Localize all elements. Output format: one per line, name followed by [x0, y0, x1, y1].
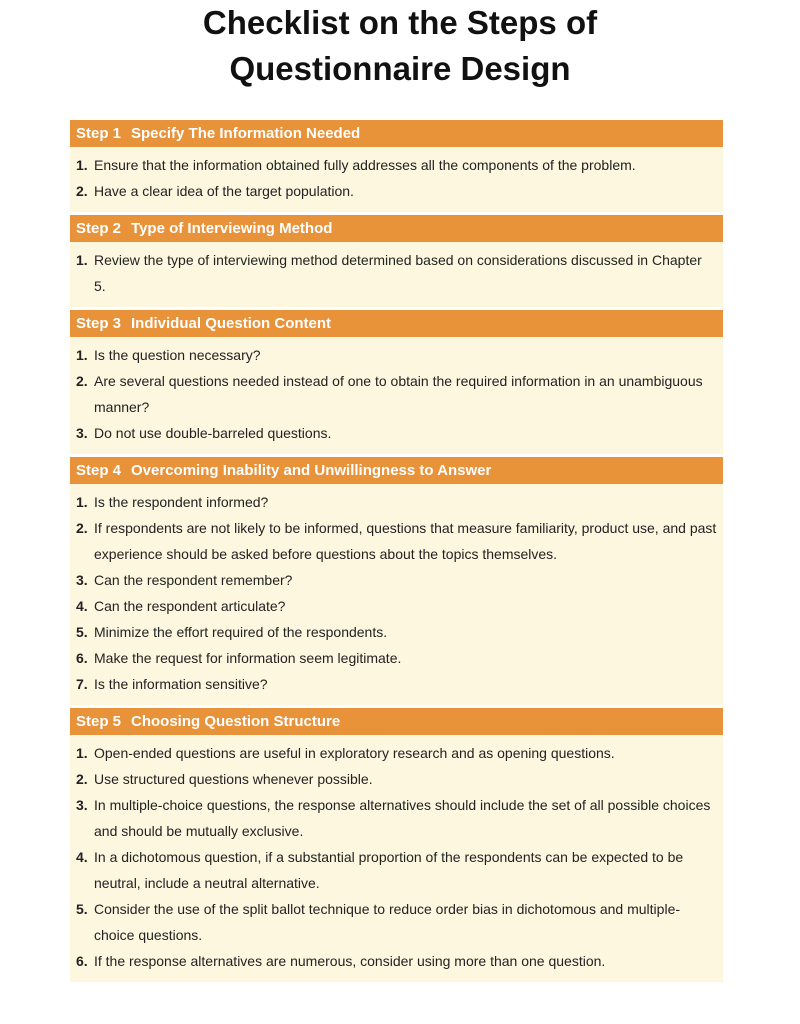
item-text: Open-ended questions are useful in exploratory research and as opening questions.	[94, 745, 615, 761]
item-number: 1.	[76, 745, 88, 761]
step-5-header	[70, 708, 723, 735]
item-number: 1.	[76, 347, 88, 363]
list-item	[76, 766, 717, 792]
item-number: 6.	[76, 953, 88, 969]
item-text: Can the respondent remember?	[94, 572, 293, 588]
list-item	[76, 152, 717, 178]
item-number: 2.	[76, 771, 88, 787]
item-text: In a dichotomous question, if a substantial proportion of the respondents can be expected to be neutral, include a neutral alternative.	[94, 849, 684, 891]
item-number: 3.	[76, 425, 88, 441]
item-text: Use structured questions whenever possible.	[94, 771, 373, 787]
title-line-2: Questionnaire Design	[229, 50, 571, 87]
list-item	[76, 645, 717, 671]
step-3-section	[70, 310, 723, 454]
item-number: 1.	[76, 494, 88, 510]
item-text: Ensure that the information obtained fully addresses all the components of the problem.	[94, 157, 636, 173]
list-item	[76, 368, 717, 420]
checklist	[70, 120, 723, 985]
item-text: Is the question necessary?	[94, 347, 261, 363]
item-number: 1.	[76, 252, 88, 268]
item-text: Have a clear idea of the target population.	[94, 183, 354, 199]
item-text: Consider the use of the split ballot technique to reduce order bias in dichotomous and multiple-choice questions.	[94, 901, 681, 943]
step-2-section	[70, 215, 723, 307]
item-number: 2.	[76, 183, 88, 199]
list-item	[76, 896, 717, 948]
item-number: 7.	[76, 676, 88, 692]
item-text: If respondents are not likely to be informed, questions that measure familiarity, product use, and past experience should be asked before questions about the topics themselves.	[94, 520, 717, 562]
step-3-body	[70, 337, 723, 454]
step-title: Type of Interviewing Method	[131, 220, 333, 237]
step-label: Step 1	[76, 125, 122, 142]
list-item	[76, 740, 717, 766]
step-1-header	[70, 120, 723, 147]
item-number: 3.	[76, 797, 88, 813]
item-number: 4.	[76, 598, 88, 614]
item-number: 3.	[76, 572, 88, 588]
step-2-body	[70, 242, 723, 307]
list-item	[76, 844, 717, 896]
step-5-body	[70, 735, 723, 982]
list-item	[76, 489, 717, 515]
list-item	[76, 515, 717, 567]
page-title	[0, 0, 800, 92]
item-text: Are several questions needed instead of one to obtain the required information in an unambiguous manner?	[94, 373, 703, 415]
item-text: Do not use double-barreled questions.	[94, 425, 332, 441]
item-number: 1.	[76, 157, 88, 173]
step-title: Choosing Question Structure	[131, 713, 341, 730]
item-number: 5.	[76, 624, 88, 640]
title-line-1: Checklist on the Steps of	[202, 4, 598, 41]
list-item	[76, 593, 717, 619]
item-number: 2.	[76, 520, 88, 536]
step-3-header	[70, 310, 723, 337]
step-title: Specify The Information Needed	[131, 125, 361, 142]
item-text: If the response alternatives are numerous, consider using more than one question.	[94, 953, 606, 969]
step-4-body	[70, 484, 723, 705]
step-title: Overcoming Inability and Unwillingness to Answer	[131, 462, 492, 479]
item-number: 6.	[76, 650, 88, 666]
step-4-section	[70, 457, 723, 705]
list-item	[76, 619, 717, 645]
item-text: Is the information sensitive?	[94, 676, 268, 692]
list-item	[76, 420, 717, 446]
item-text: Review the type of interviewing method determined based on considerations discussed in Chapter 5.	[94, 252, 702, 294]
list-item	[76, 247, 717, 299]
list-item	[76, 948, 717, 974]
step-2-header	[70, 215, 723, 242]
step-4-header	[70, 457, 723, 484]
list-item	[76, 567, 717, 593]
step-1-body	[70, 147, 723, 212]
step-5-section	[70, 708, 723, 982]
item-text: Make the request for information seem legitimate.	[94, 650, 402, 666]
step-label: Step 2	[76, 220, 122, 237]
list-item	[76, 178, 717, 204]
step-1-section	[70, 120, 723, 212]
item-text: Is the respondent informed?	[94, 494, 269, 510]
list-item	[76, 342, 717, 368]
list-item	[76, 671, 717, 697]
item-text: In multiple-choice questions, the response alternatives should include the set of all possible choices and should be mutually exclusive.	[94, 797, 711, 839]
step-label: Step 4	[76, 462, 122, 479]
step-title: Individual Question Content	[131, 315, 332, 332]
list-item	[76, 792, 717, 844]
item-number: 4.	[76, 849, 88, 865]
step-label: Step 5	[76, 713, 122, 730]
item-number: 5.	[76, 901, 88, 917]
item-number: 2.	[76, 373, 88, 389]
item-text: Can the respondent articulate?	[94, 598, 286, 614]
item-text: Minimize the effort required of the respondents.	[94, 624, 388, 640]
step-label: Step 3	[76, 315, 122, 332]
